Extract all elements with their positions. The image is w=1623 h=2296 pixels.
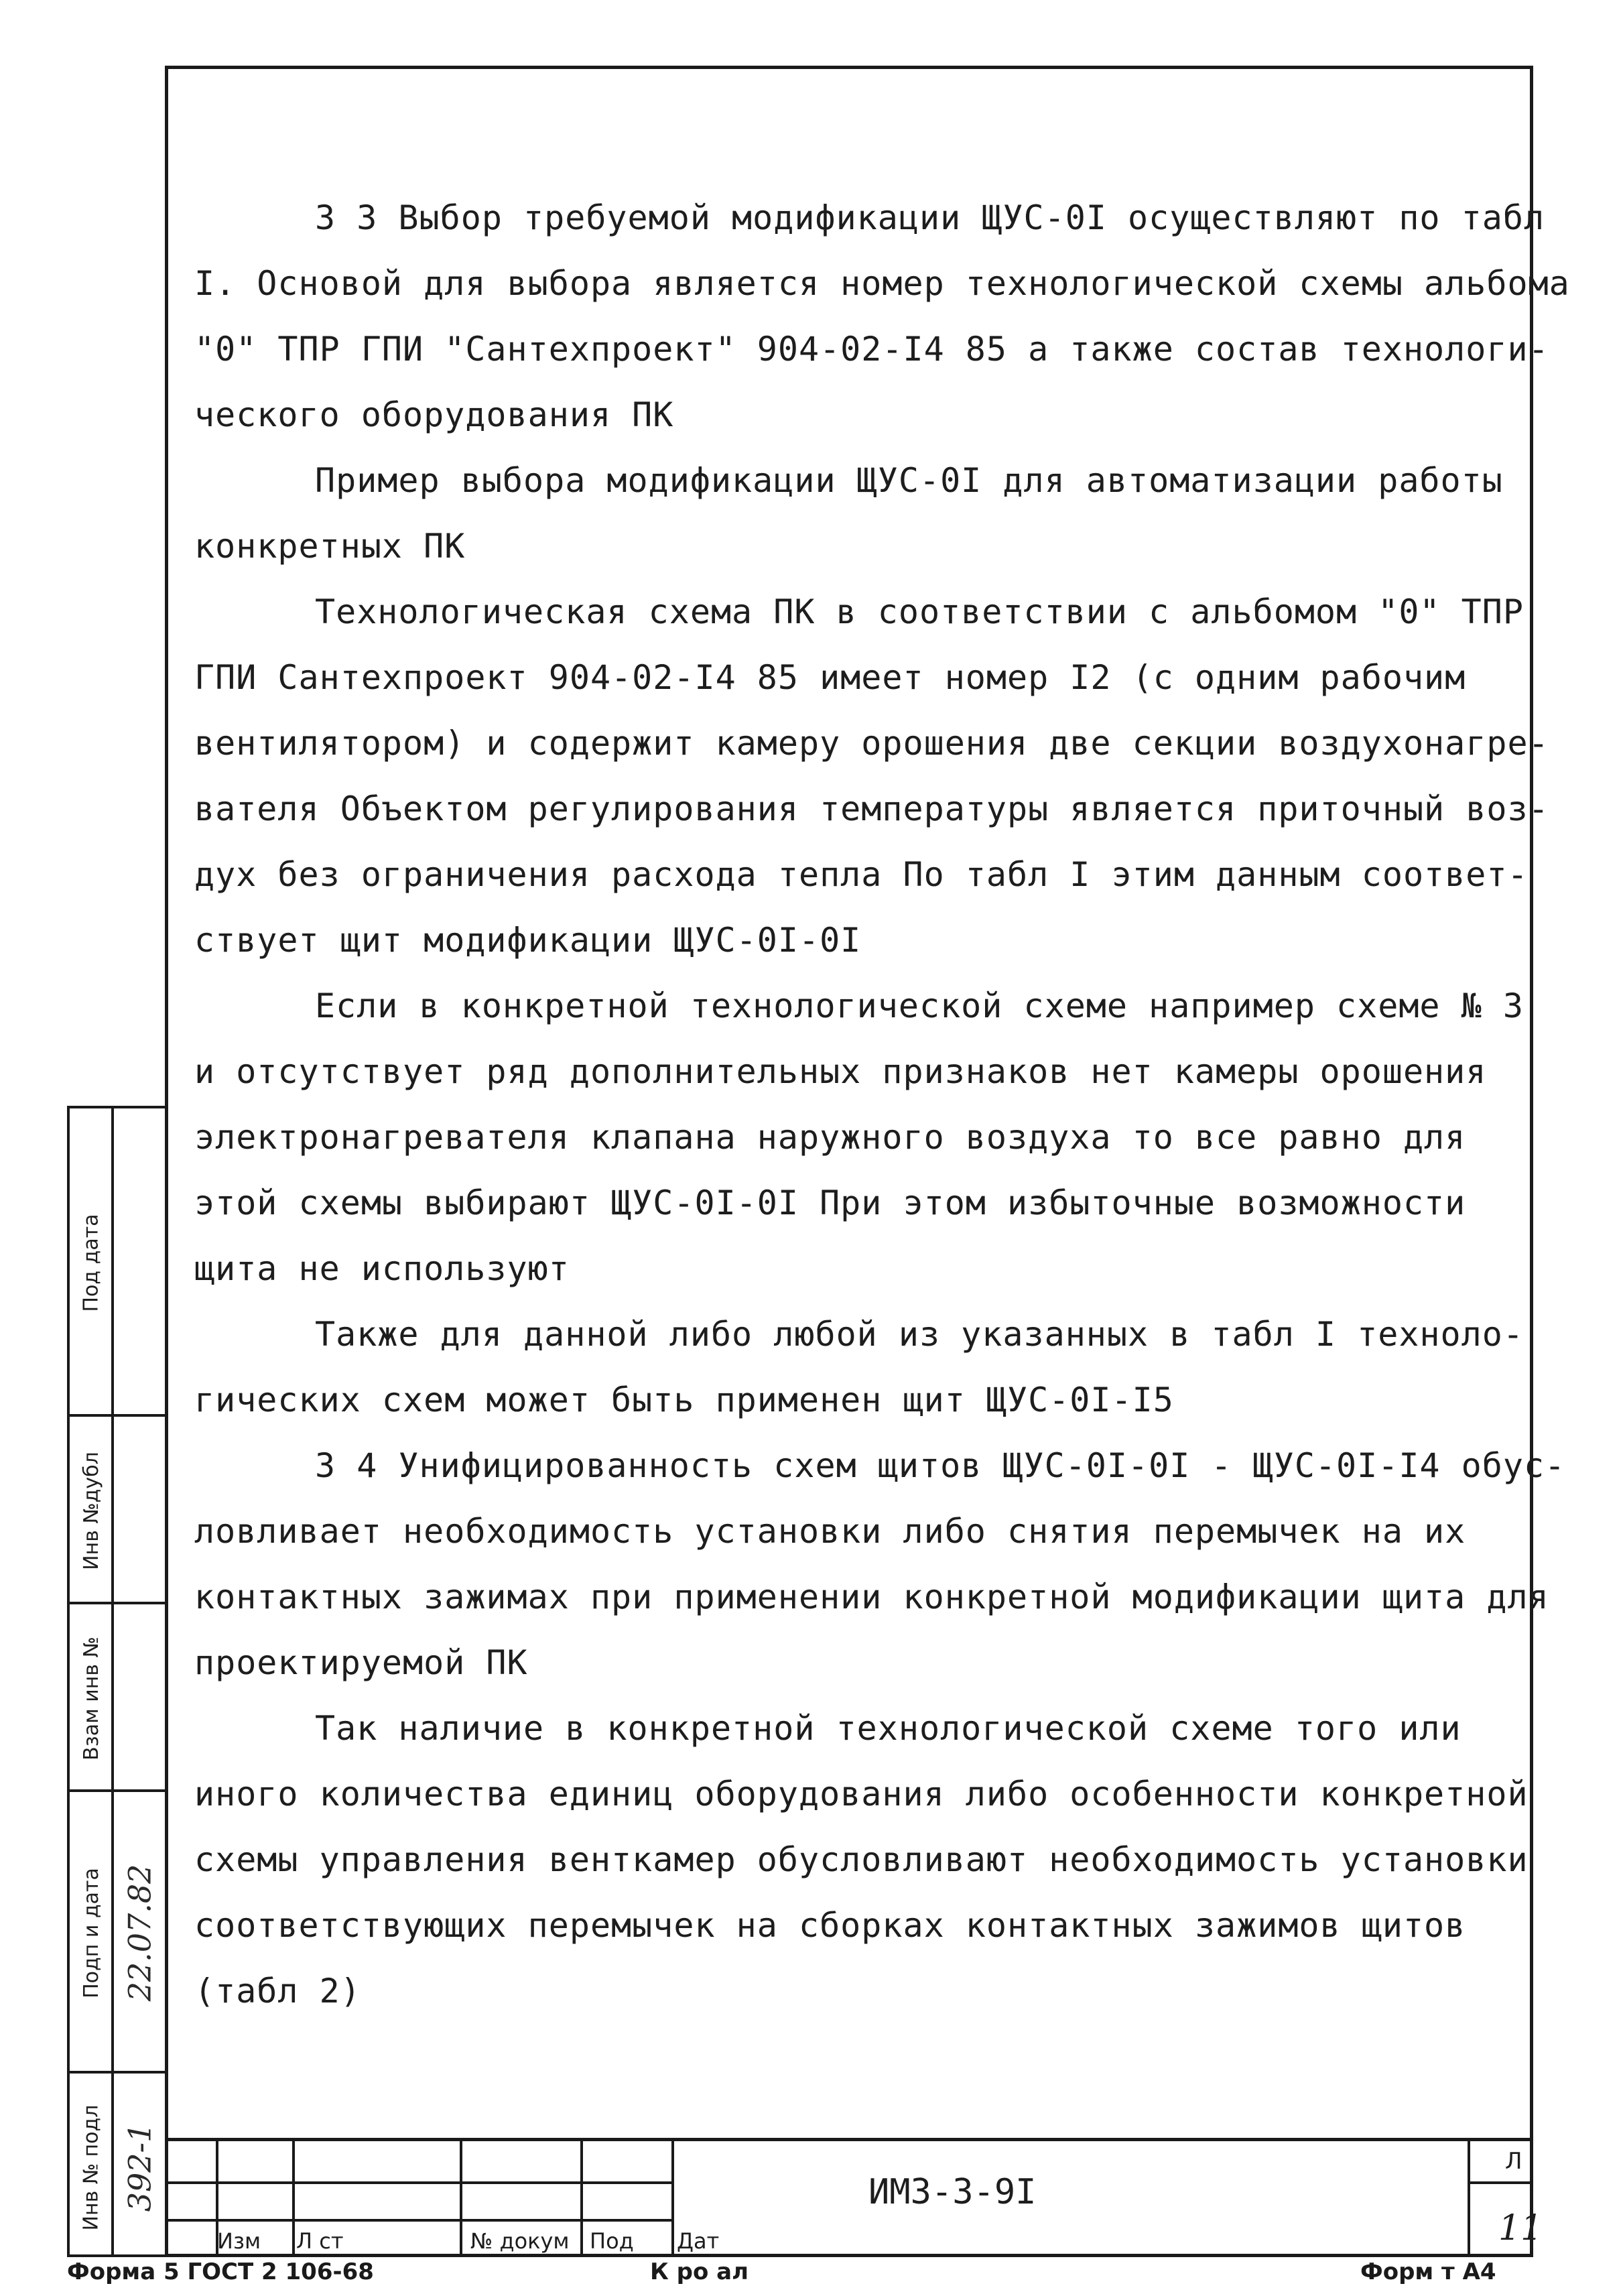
- text-line: ловливает необходимость установки либо снятия перемычек на их: [194, 1512, 1466, 1551]
- stamp-label-vzam-inv: Взам инв №: [79, 1636, 103, 1761]
- text-line: вентилятором) и содержит камеру орошения две секции воздухонагре-: [194, 724, 1549, 763]
- col-label-dat: Дат: [677, 2228, 720, 2254]
- text-line: "0" ТПР ГПИ "Сантехпроект" 904-02-I4 85 а также состав технологи-: [194, 330, 1549, 369]
- title-block-rule: [671, 2141, 674, 2257]
- col-label-pod: Под: [590, 2228, 634, 2254]
- title-block-rule: [292, 2141, 295, 2257]
- title-block-rule: [460, 2141, 462, 2257]
- stamp-label-inv-dubl: Инв №дубл: [79, 1451, 103, 1570]
- text-line: щита не используют: [194, 1249, 570, 1288]
- text-line: Если в конкретной технологической схеме например схеме № 3: [315, 986, 1524, 1025]
- sheet-number: 11: [1498, 2208, 1543, 2248]
- col-label-dokum: № докум: [470, 2228, 570, 2254]
- title-block-rule: [165, 2181, 674, 2184]
- col-label-izm: Изм: [217, 2228, 261, 2254]
- form-reference: Форма 5 ГОСТ 2 106-68: [67, 2258, 374, 2285]
- text-line: ГПИ Сантехпроект 904-02-I4 85 имеет номер I2 (с одним рабочим: [194, 658, 1466, 697]
- text-line: ствует щит модификации ЩУС-0I-0I: [194, 921, 862, 960]
- title-block: [165, 2138, 1543, 2257]
- text-line: электронагревателя клапана наружного воздуха то все равно для: [194, 1118, 1466, 1157]
- handwritten-inventory-number: 392-1: [121, 2122, 158, 2212]
- text-line: Технологическая схема ПК в соответствии с альбомом "0" ТПР: [315, 592, 1524, 631]
- text-line: этой схемы выбирают ЩУС-0I-0I При этом избыточные возможности: [194, 1184, 1466, 1222]
- copied-by: К ро ал: [650, 2258, 749, 2285]
- text-line: ческого оборудования ПК: [194, 395, 674, 434]
- margin-stamp: [67, 1106, 165, 2257]
- title-block-rule: [580, 2141, 583, 2257]
- text-line: проектируемой ПК: [194, 1643, 528, 1682]
- text-line: I. Основой для выбора является номер технологической схемы альбома: [194, 264, 1570, 303]
- text-line: дух без ограничения расхода тепла По табл I этим данным соответ-: [194, 855, 1529, 894]
- text-line: Пример выбора модификации ЩУС-0I для автоматизации работы: [315, 461, 1503, 500]
- title-block-rule: [1468, 2141, 1470, 2257]
- handwritten-date: 22.07.82: [121, 1864, 157, 2002]
- text-line: контактных зажимах при применении конкретной модификации щита для: [194, 1578, 1549, 1616]
- title-block-rule: [165, 2219, 674, 2222]
- text-line: Так наличие в конкретной технологической схеме того или: [315, 1709, 1462, 1748]
- paper-format: Форм т А4: [1360, 2258, 1496, 2285]
- text-line: иного количества единиц оборудования либо особенности конкретной: [194, 1775, 1529, 1813]
- text-line: соответствующих перемычек на сборках контактных зажимов щитов: [194, 1906, 1466, 1945]
- text-line: гических схем может быть применен щит ЩУС-0I-I5: [194, 1381, 1174, 1419]
- document-code: ИМЗ-3-9I: [868, 2172, 1037, 2212]
- text-line: 3 3 Выбор требуемой модификации ЩУС-0I осуществляют по табл: [315, 198, 1545, 237]
- stamp-label-podp-data: Подп и дата: [79, 1867, 103, 1998]
- text-line: и отсутствует ряд дополнительных признаков нет камеры орошения: [194, 1052, 1487, 1091]
- text-line: схемы управления венткамер обусловливают необходимость установки: [194, 1840, 1529, 1879]
- stamp-label-pod-data: Под дата: [79, 1213, 103, 1312]
- col-label-list: Л ст: [296, 2228, 344, 2254]
- text-line: вателя Объектом регулирования температуры является приточный воз-: [194, 789, 1549, 828]
- text-line: (табл 2): [194, 1972, 361, 2011]
- sheet-label: Л: [1505, 2148, 1522, 2175]
- text-line: конкретных ПК: [194, 527, 466, 566]
- title-block-rule: [1468, 2181, 1533, 2184]
- stamp-label-inv-podl: Инв № подл: [79, 2104, 103, 2230]
- text-line: 3 4 Унифицированность схем щитов ЩУС-0I-0I - ЩУС-0I-I4 обус-: [315, 1446, 1566, 1485]
- text-line: Также для данной либо любой из указанных в табл I техноло-: [315, 1315, 1524, 1354]
